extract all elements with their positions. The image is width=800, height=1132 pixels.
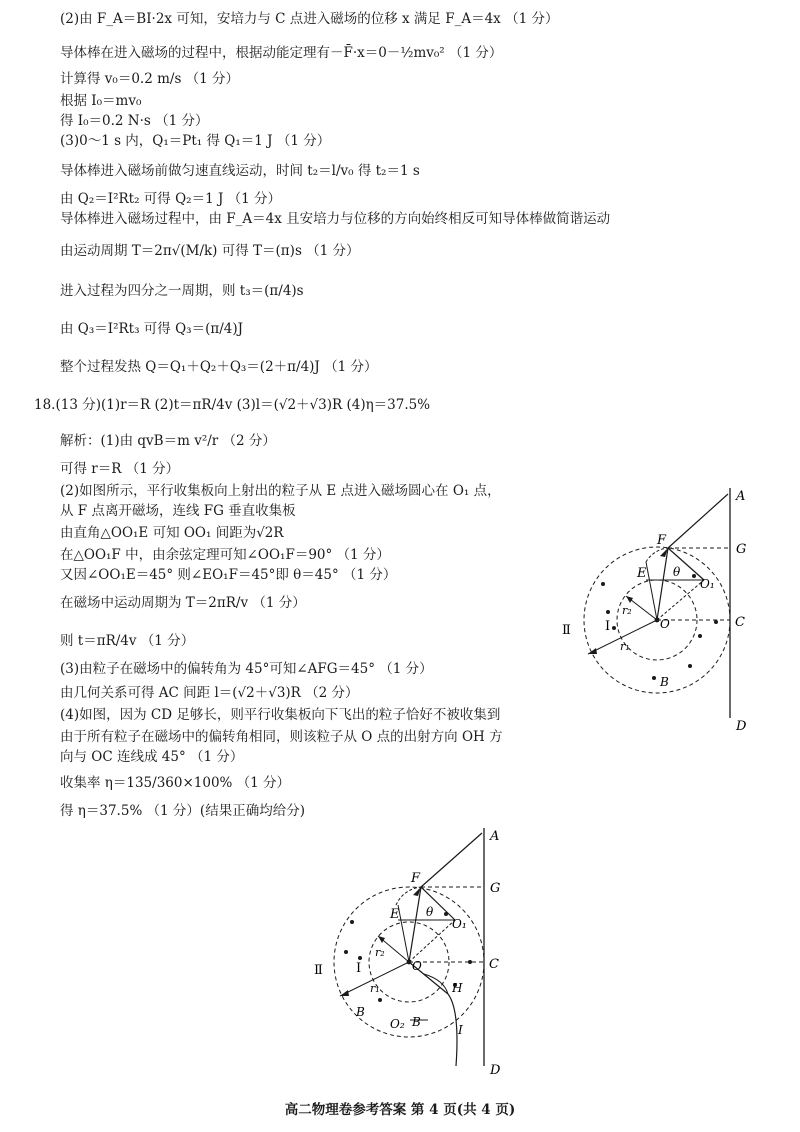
fig2-label-r2: r₂ bbox=[375, 946, 385, 959]
fig1-label-region-II: Ⅱ bbox=[562, 623, 571, 638]
fig2-label-r1: r₁ bbox=[370, 982, 380, 995]
figure-2-diagram bbox=[300, 820, 520, 1082]
line-20: 在△OO₁F 中，由余弦定理可知∠OO₁F＝90° （1 分） bbox=[60, 547, 390, 563]
fig2-label-O: O bbox=[412, 959, 422, 973]
line-13: 整个过程发热 Q＝Q₁＋Q₂＋Q₃＝(2＋π/4)J （1 分） bbox=[60, 359, 378, 375]
fig1-label-G: G bbox=[736, 542, 747, 557]
trajectory-FA bbox=[668, 494, 728, 548]
line-8: 由 Q₂＝I²Rt₂ 可得 Q₂＝1 J （1 分） bbox=[60, 191, 282, 207]
line-29: 收集率 η＝135/360×100% （1 分） bbox=[60, 775, 291, 791]
line-26: (4)如图，因为 CD 足够长，则平行收集板向下飞出的粒子恰好不被收集到 bbox=[60, 707, 501, 723]
fig2-label-region-II: Ⅱ bbox=[314, 963, 323, 978]
line-17: (2)如图所示，平行收集板向上射出的粒子从 E 点进入磁场圆心在 O₁ 点， bbox=[60, 483, 501, 499]
fig2-label-D: D bbox=[490, 1063, 501, 1078]
line-28: 向与 OC 连线成 45° （1 分） bbox=[60, 749, 244, 765]
line-14: 18.(13 分)(1)r＝R (2)t＝πR/4v (3)l＝(√2＋√3)R (4)η＝37.5% bbox=[34, 397, 431, 413]
line-24: (3)由粒子在磁场中的偏转角为 45°可知∠AFG＝45° （1 分） bbox=[60, 661, 433, 677]
fig2-label-B-left: B bbox=[356, 1005, 365, 1019]
line-23: 则 t＝πR/4v （1 分） bbox=[60, 633, 195, 649]
fig2-label-G: G bbox=[490, 881, 501, 896]
line-12: 由 Q₃＝I²Rt₃ 可得 Q₃＝(π/4)J bbox=[60, 321, 244, 337]
line-22: 在磁场中运动周期为 T＝2πR/v （1 分） bbox=[60, 595, 306, 611]
line-30: 得 η＝37.5% （1 分）(结果正确均给分) bbox=[60, 803, 305, 819]
fig2-label-theta: θ bbox=[426, 905, 434, 919]
line-16: 可得 r＝R （1 分） bbox=[60, 461, 180, 477]
line-27: 由于所有粒子在磁场中的偏转角相同，则该粒子从 O 点的出射方向 OH 方 bbox=[60, 729, 503, 745]
fig1-label-r1: r₁ bbox=[620, 640, 630, 653]
fig1-label-r2: r₂ bbox=[622, 604, 632, 617]
line-21: 又因∠OO₁E＝45° 则∠EO₁F＝45°即 θ＝45° （1 分） bbox=[60, 567, 397, 583]
line-5: 得 I₀＝0.2 N·s （1 分） bbox=[60, 113, 209, 129]
fig1-label-C: C bbox=[735, 615, 745, 630]
line-19: 由直角△OO₁E 可知 OO₁ 间距为√2R bbox=[60, 525, 284, 541]
fig2-label-E: E bbox=[390, 907, 400, 922]
fig2-label-region-I: Ⅰ bbox=[356, 961, 362, 976]
fig2-label-B-right: B bbox=[412, 1015, 421, 1029]
line-9: 导体棒进入磁场过程中，由 F_A＝4x 且安培力与位移的方向始终相反可知导体棒做简谐运动 bbox=[60, 211, 611, 227]
line-3: 计算得 v₀＝0.2 m/s （1 分） bbox=[60, 71, 240, 87]
line-6: (3)0～1 s 内，Q₁＝Pt₁ 得 Q₁＝1 J （1 分） bbox=[60, 133, 331, 149]
page-footer: 高二物理卷参考答案 第 4 页(共 4 页) bbox=[284, 1102, 516, 1118]
fig2-label-A: A bbox=[490, 829, 500, 844]
fig1-label-O: O bbox=[660, 617, 670, 631]
fig1-label-A: A bbox=[736, 489, 746, 504]
fig1-label-D: D bbox=[736, 719, 747, 734]
fig2-label-I: I bbox=[458, 1023, 463, 1037]
line-1: (2)由 F_A＝BI·2x 可知，安培力与 C 点进入磁场的位移 x 满足 F_A＝4x （1 分） bbox=[60, 11, 559, 27]
fig2-label-C: C bbox=[489, 957, 499, 972]
fig1-label-B: B bbox=[660, 675, 669, 689]
line-10: 由运动周期 T＝2π√(M/k) 可得 T＝(π)s （1 分） bbox=[60, 243, 360, 259]
fig2-label-H: H bbox=[452, 981, 463, 995]
line-2: 导体棒在进入磁场的过程中，根据动能定理有－F̄·x＝0－½mv₀² （1 分） bbox=[60, 45, 503, 61]
line-25: 由几何关系可得 AC 间距 l＝(√2＋√3)R （2 分） bbox=[60, 685, 359, 701]
line-11: 进入过程为四分之一周期，则 t₃＝(π/4)s bbox=[60, 283, 304, 299]
fig2-label-F: F bbox=[411, 871, 421, 886]
line-15: 解析：(1)由 qvB＝m v²/r （2 分） bbox=[60, 433, 276, 449]
fig2-label-O1: O₁ bbox=[452, 917, 467, 931]
fig1-label-theta: θ bbox=[673, 565, 681, 579]
fig2-label-O2: O₂ bbox=[390, 1017, 405, 1031]
fig1-label-region-I: Ⅰ bbox=[605, 619, 611, 634]
line-18: 从 F 点离开磁场，连线 FG 垂直收集板 bbox=[60, 503, 296, 519]
fig1-label-E: E bbox=[637, 566, 647, 581]
line-4: 根据 I₀＝mv₀ bbox=[60, 93, 142, 109]
figure-1-diagram bbox=[560, 480, 800, 740]
fig1-label-F: F bbox=[657, 533, 667, 548]
line-7: 导体棒进入磁场前做匀速直线运动，时间 t₂＝l/v₀ 得 t₂＝1 s bbox=[60, 163, 420, 179]
fig1-label-O1: O₁ bbox=[700, 577, 715, 591]
